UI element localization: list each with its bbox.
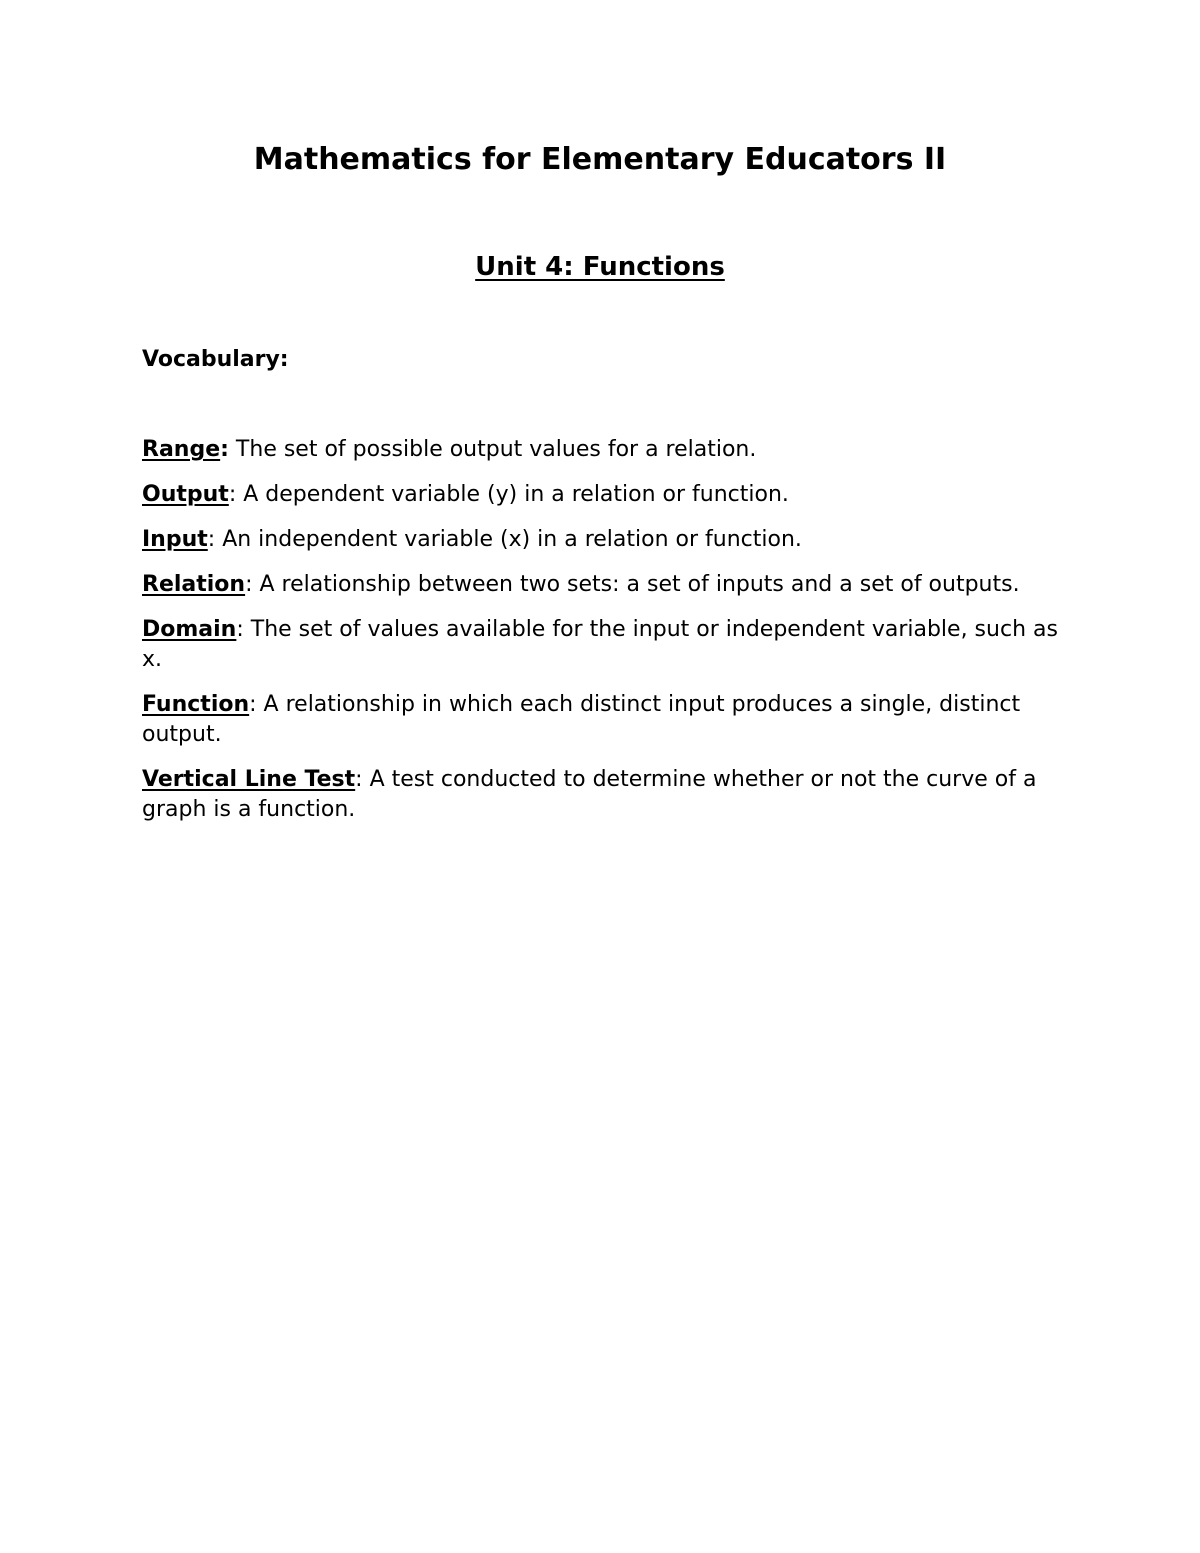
vocabulary-item-input bbox=[142, 525, 1062, 555]
term-separator: : bbox=[220, 437, 229, 462]
term-separator: : bbox=[228, 482, 237, 507]
document-title: Mathematics for Elementary Educators II bbox=[253, 142, 947, 177]
vocabulary-heading: Vocabulary: bbox=[142, 347, 289, 372]
vocabulary-item-output bbox=[142, 480, 1062, 510]
term-separator: : bbox=[355, 767, 363, 792]
vocabulary-item-function bbox=[142, 690, 1062, 750]
vocabulary-term: Function bbox=[142, 692, 250, 717]
vocabulary-list bbox=[142, 435, 1062, 840]
vocabulary-term: Vertical Line Test bbox=[142, 767, 356, 792]
vocabulary-term: Input bbox=[142, 527, 208, 552]
vocabulary-definition: A relationship between two sets: a set of inputs and a set of outputs. bbox=[252, 572, 1020, 597]
term-separator: : bbox=[207, 527, 216, 552]
vocabulary-term: Output bbox=[142, 482, 229, 507]
vocabulary-definition: A dependent variable (y) in a relation or function. bbox=[236, 482, 789, 507]
vocabulary-item-range bbox=[142, 435, 1062, 465]
vocabulary-term: Domain bbox=[142, 617, 237, 642]
vocabulary-definition: A test conducted to determine whether or not the curve of a graph is a function. bbox=[142, 767, 1037, 822]
unit-heading bbox=[0, 249, 1200, 285]
vocabulary-definition: The set of values available for the input or independent variable, such as x. bbox=[142, 617, 1058, 672]
vocabulary-definition: The set of possible output values for a relation. bbox=[228, 437, 757, 462]
vocabulary-term: Relation bbox=[142, 572, 246, 597]
vocabulary-item-vertical-line-test bbox=[142, 765, 1062, 825]
term-separator: : bbox=[245, 572, 253, 597]
term-separator: : bbox=[249, 692, 257, 717]
vocabulary-definition: A relationship in which each distinct input produces a single, distinct output. bbox=[142, 692, 1021, 747]
unit-heading-text: Unit 4: Functions bbox=[475, 252, 725, 282]
vocabulary-item-relation bbox=[142, 570, 1062, 600]
vocabulary-definition: An independent variable (x) in a relation or function. bbox=[215, 527, 802, 552]
term-separator: : bbox=[236, 617, 244, 642]
vocabulary-term: Range bbox=[142, 437, 221, 462]
vocabulary-item-domain bbox=[142, 615, 1062, 675]
